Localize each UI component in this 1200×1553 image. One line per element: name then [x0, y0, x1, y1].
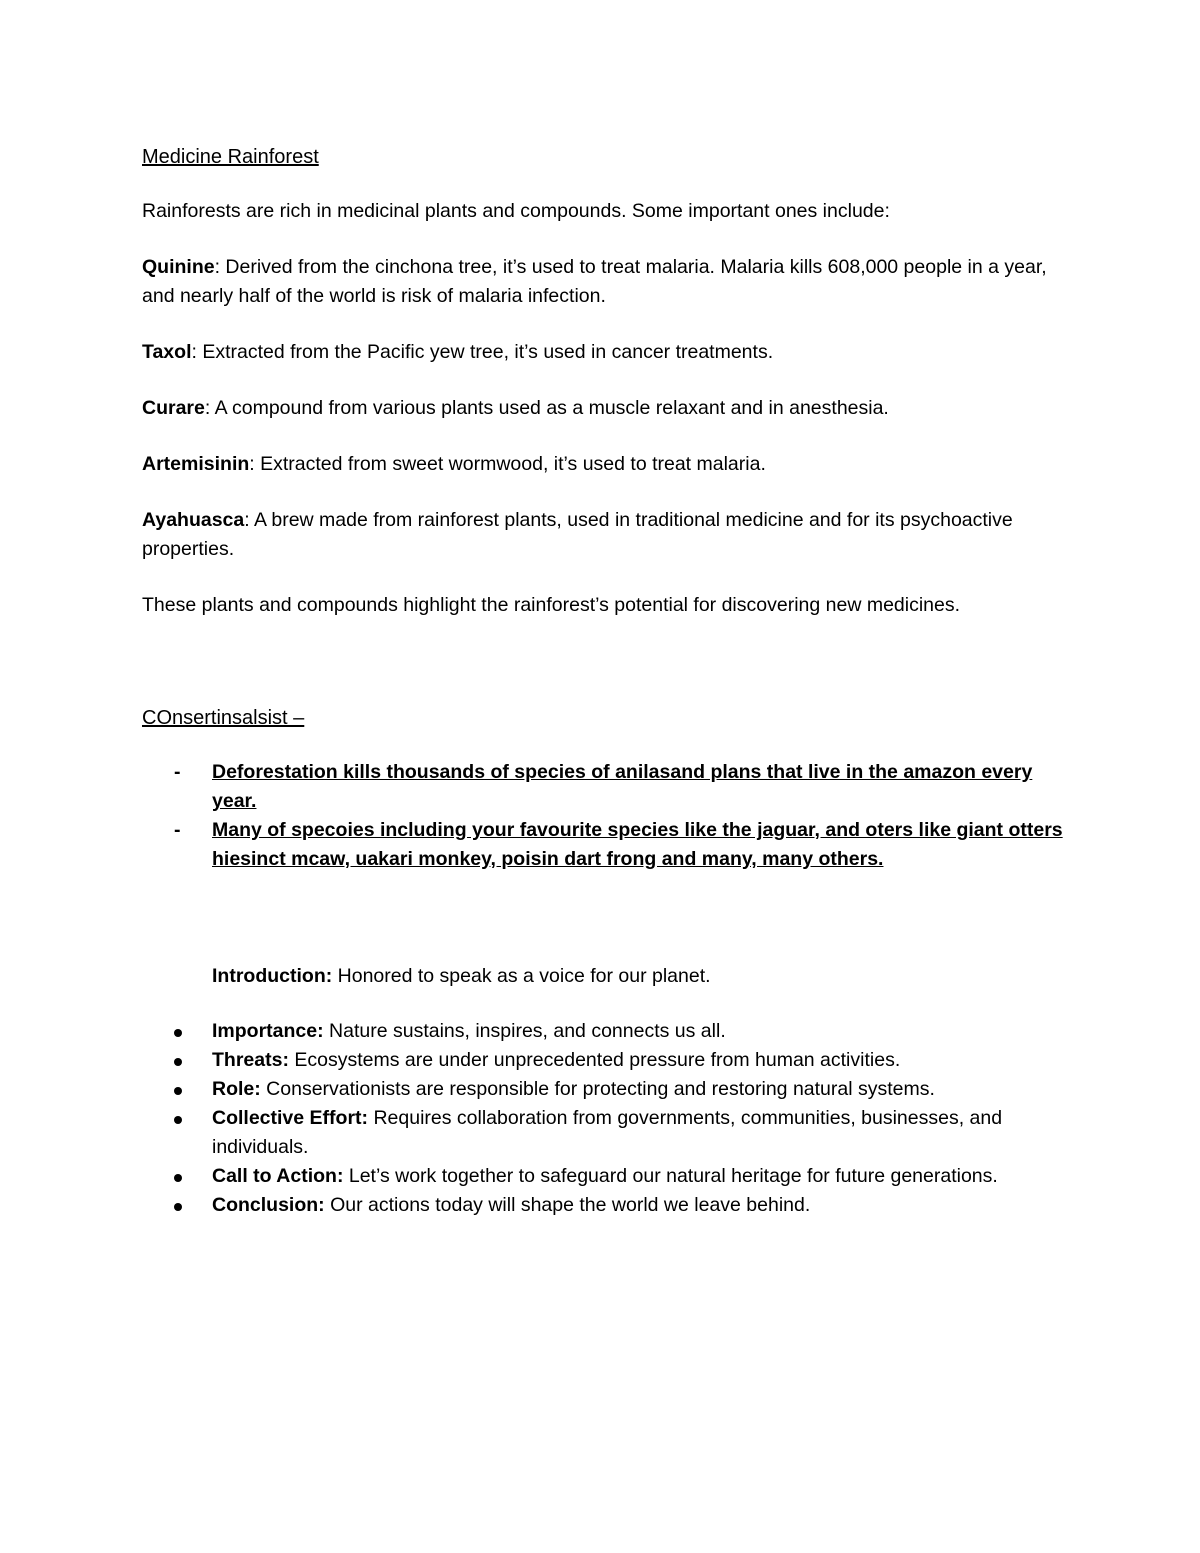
item-taxol: [142, 338, 1072, 367]
bullet-text: Requires collaboration from governments, communities, businesses, and individuals.: [212, 1107, 1003, 1158]
term-description: : Extracted from sweet wormwood, it’s used to treat malaria.: [249, 453, 766, 475]
intro-text: Honored to speak as a voice for our planet.: [332, 965, 711, 987]
bullet-threats: [142, 1046, 1072, 1075]
bullet-text: Ecosystems are under unprecedented pressure from human activities.: [288, 1049, 901, 1071]
dash-marker: -: [174, 819, 181, 841]
bullet-text: Our actions today will shape the world we leave behind.: [324, 1194, 811, 1216]
term-label: Quinine: [142, 256, 215, 278]
term-label: Taxol: [142, 341, 192, 363]
item-ayahuasca: [142, 506, 1072, 564]
term-description: : Extracted from the Pacific yew tree, it’s used in cancer treatments.: [191, 341, 774, 363]
dash-list: [142, 758, 1072, 874]
bullet-importance: [142, 1017, 1072, 1046]
bullet-conclusion: [142, 1191, 1072, 1220]
bullet-label: Call to Action:: [212, 1165, 344, 1187]
bullet-text: Nature sustains, inspires, and connects us all.: [323, 1020, 726, 1042]
bullet-text: Let’s work together to safeguard our natural heritage for future generations.: [343, 1165, 998, 1187]
bullet-label: Role:: [212, 1078, 261, 1100]
bullet-collective-effort: [142, 1104, 1072, 1162]
bullet-label: Conclusion:: [212, 1194, 325, 1216]
bullet-role: [142, 1075, 1072, 1104]
bullet-dot-icon: [174, 1203, 182, 1211]
closing-paragraph: These plants and compounds highlight the rainforest’s potential for discovering new medicines.: [142, 594, 961, 616]
bullet-dot-icon: [174, 1029, 182, 1037]
dash-list-item: [142, 816, 1072, 874]
dash-item-text: Many of specoies including your favourite species like the jaguar, and oters like giant otters hiesinct mcaw, uakari monkey, poisin dart frong and many, many others.: [212, 819, 1063, 870]
bullet-text: Conservationists are responsible for protecting and restoring natural systems.: [260, 1078, 935, 1100]
term-description: : A brew made from rainforest plants, used in traditional medicine and for its psychoactive properties.: [142, 509, 1013, 560]
item-curare: [142, 394, 1072, 423]
term-label: Ayahuasca: [142, 509, 245, 531]
term-description: : A compound from various plants used as a muscle relaxant and in anesthesia.: [204, 397, 889, 419]
bullet-label: Importance:: [212, 1020, 324, 1042]
bullet-label: Collective Effort:: [212, 1107, 369, 1129]
item-quinine: [142, 253, 1072, 311]
dash-marker: -: [174, 761, 181, 783]
bullet-dot-icon: [174, 1058, 182, 1066]
intro-paragraph: Rainforests are rich in medicinal plants and compounds. Some important ones include:: [142, 200, 890, 222]
bullet-dot-icon: [174, 1116, 182, 1124]
bullet-dot-icon: [174, 1087, 182, 1095]
intro-label: Introduction:: [212, 965, 333, 987]
term-label: Artemisinin: [142, 453, 250, 475]
speech-bullet-list: [142, 1017, 1072, 1220]
term-label: Curare: [142, 397, 205, 419]
document-page: [142, 143, 1072, 1220]
section2-heading: COnsertinsalsist –: [142, 707, 305, 729]
bullet-label: Threats:: [212, 1049, 289, 1071]
dash-item-text: Deforestation kills thousands of species of anilasand plans that live in the amazon every year.: [212, 761, 1033, 812]
dash-list-item: [142, 758, 1072, 816]
term-description: : Derived from the cinchona tree, it’s used to treat malaria. Malaria kills 608,000 people in a year, and nearly half of the world is risk of malaria infection.: [142, 256, 1047, 307]
item-artemisinin: [142, 450, 1072, 479]
bullet-dot-icon: [174, 1174, 182, 1182]
speech-introduction: [142, 962, 1072, 991]
document-title: Medicine Rainforest: [142, 146, 319, 168]
bullet-call-to-action: [142, 1162, 1072, 1191]
